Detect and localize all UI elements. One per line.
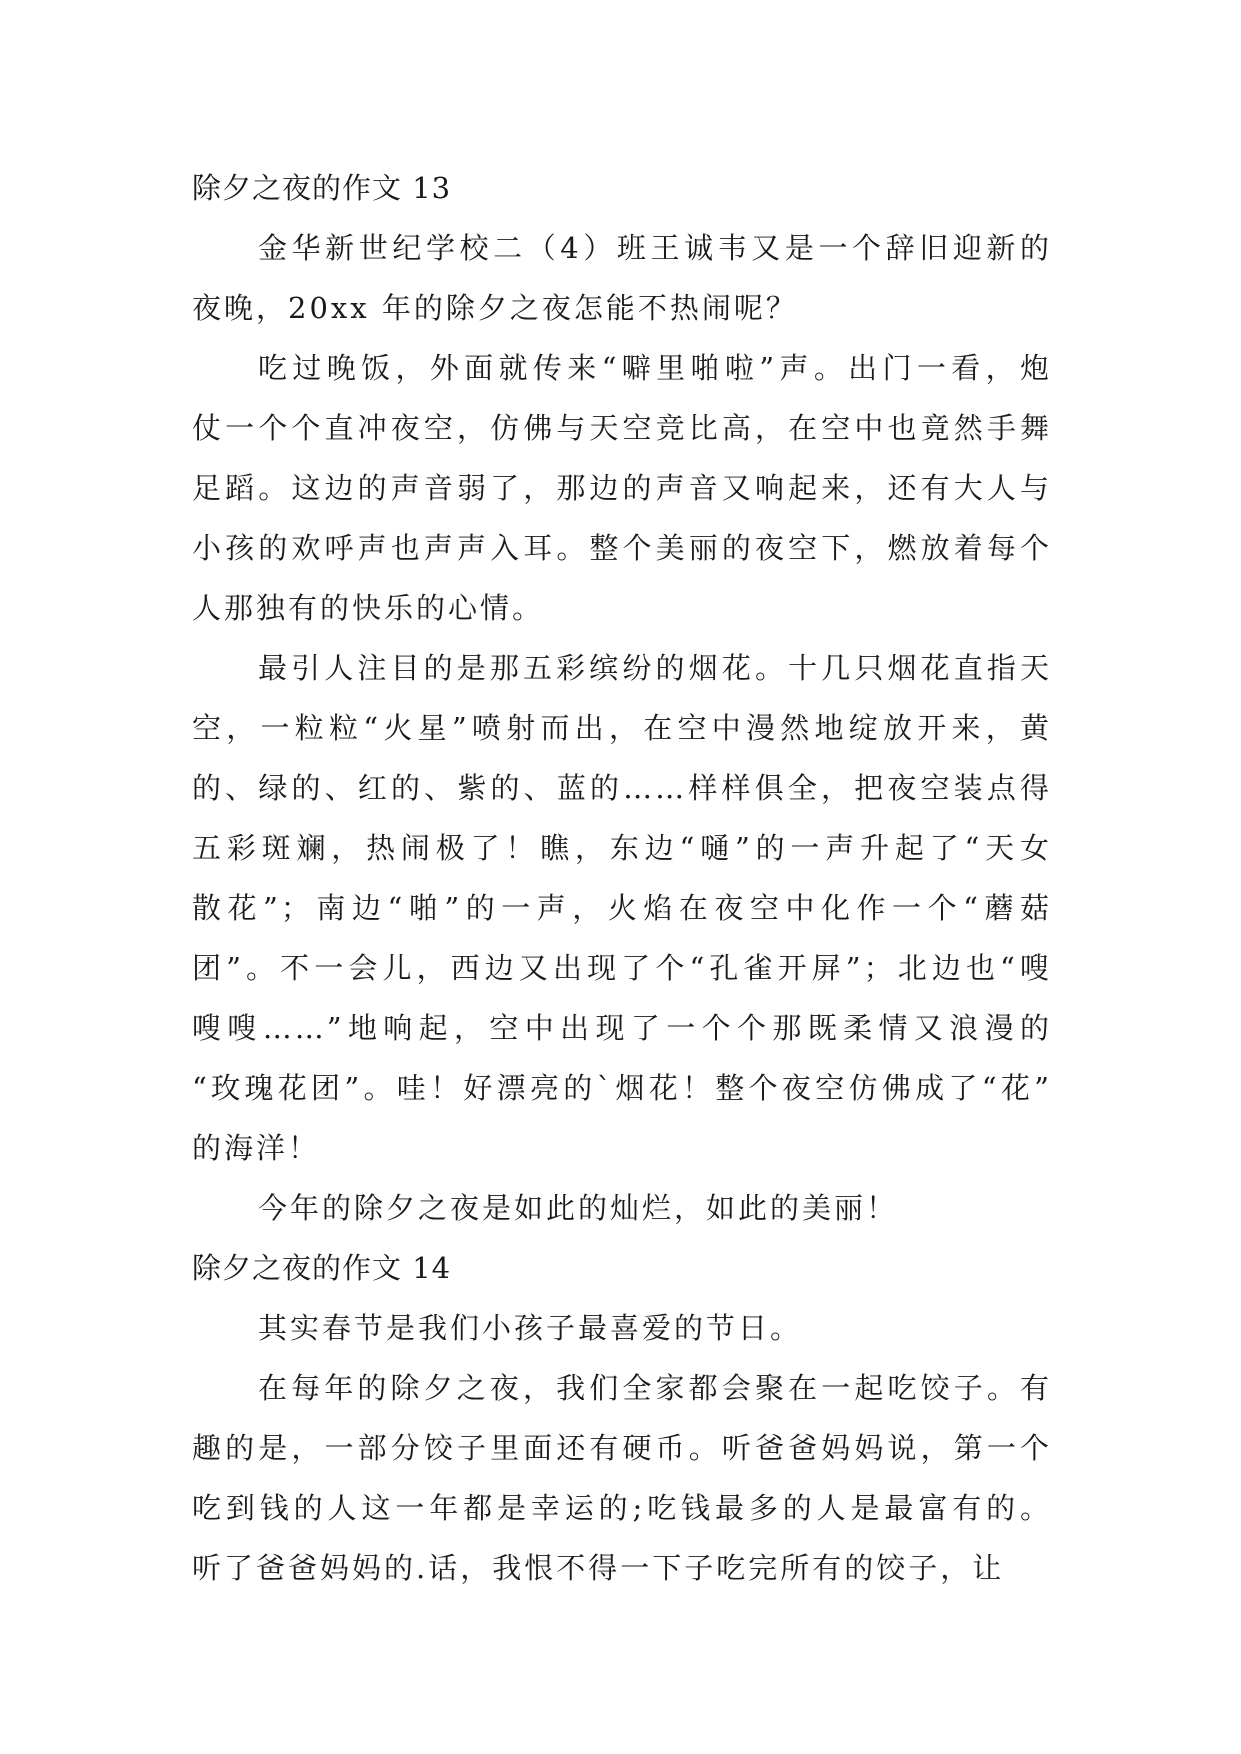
paragraph-line: 嗖嗖……”地响起，空中出现了一个个那既柔情又浪漫的 [192,1011,1052,1045]
document-page [192,158,1052,1598]
paragraph-line: 其实春节是我们小孩子最喜爱的节日。 [258,1311,803,1345]
paragraph-line: 散花”；南边“啪”的一声，火焰在夜空中化作一个“蘑菇 [192,891,1052,925]
paragraph-line: 空，一粒粒“火星”喷射而出，在空中漫然地绽放开来，黄 [192,711,1052,745]
paragraph-line: 今年的除夕之夜是如此的灿烂，如此的美丽！ [258,1191,899,1225]
paragraph-line: 最引人注目的是那五彩缤纷的烟花。十几只烟花直指天 [258,651,1052,685]
paragraph-line: 仗一个个直冲夜空，仿佛与天空竞比高，在空中也竟然手舞 [192,411,1052,445]
paragraph-line: 金华新世纪学校二（4）班王诚韦又是一个辞旧迎新的 [258,231,1052,265]
paragraph-line: 足蹈。这边的声音弱了，那边的声音又响起来，还有大人与 [192,471,1052,505]
paragraph-line: 的、绿的、红的、紫的、蓝的……样样俱全，把夜空装点得 [192,771,1052,805]
paragraph [192,1358,1052,1598]
paragraph-line: 趣的是，一部分饺子里面还有硬币。听爸爸妈妈说，第一个 [192,1431,1052,1465]
section-heading: 除夕之夜的作文 13 [192,171,452,205]
document-body [192,158,1052,1598]
paragraph-line: 五彩斑斓，热闹极了！瞧，东边“嗵”的一声升起了“天女 [192,831,1052,865]
paragraph [192,638,1052,1178]
paragraph-line: 的海洋！ [192,1131,321,1165]
paragraph [192,1298,1052,1358]
paragraph-line: 夜晚，20xx 年的除夕之夜怎能不热闹呢？ [192,291,798,325]
paragraph [192,338,1052,638]
paragraph-line: 小孩的欢呼声也声声入耳。整个美丽的夜空下，燃放着每个 [192,531,1052,565]
paragraph-line: 听了爸爸妈妈的.话，我恨不得一下子吃完所有的饺子，让 [192,1551,1005,1585]
paragraph-line: “玫瑰花团”。哇！好漂亮的`烟花！整个夜空仿佛成了“花” [192,1071,1052,1105]
paragraph-line: 吃到钱的人这一年都是幸运的;吃钱最多的人是最富有的。 [192,1491,1052,1525]
paragraph [192,218,1052,338]
paragraph-line: 人那独有的快乐的心情。 [192,591,545,625]
paragraph [192,1178,1052,1238]
section-heading: 除夕之夜的作文 14 [192,1251,452,1285]
paragraph-line: 吃过晚饭，外面就传来“噼里啪啦”声。出门一看，炮 [258,351,1052,385]
paragraph-line: 在每年的除夕之夜，我们全家都会聚在一起吃饺子。有 [258,1371,1052,1405]
paragraph-line: 团”。不一会儿，西边又出现了个“孔雀开屏”；北边也“嗖 [192,951,1052,985]
